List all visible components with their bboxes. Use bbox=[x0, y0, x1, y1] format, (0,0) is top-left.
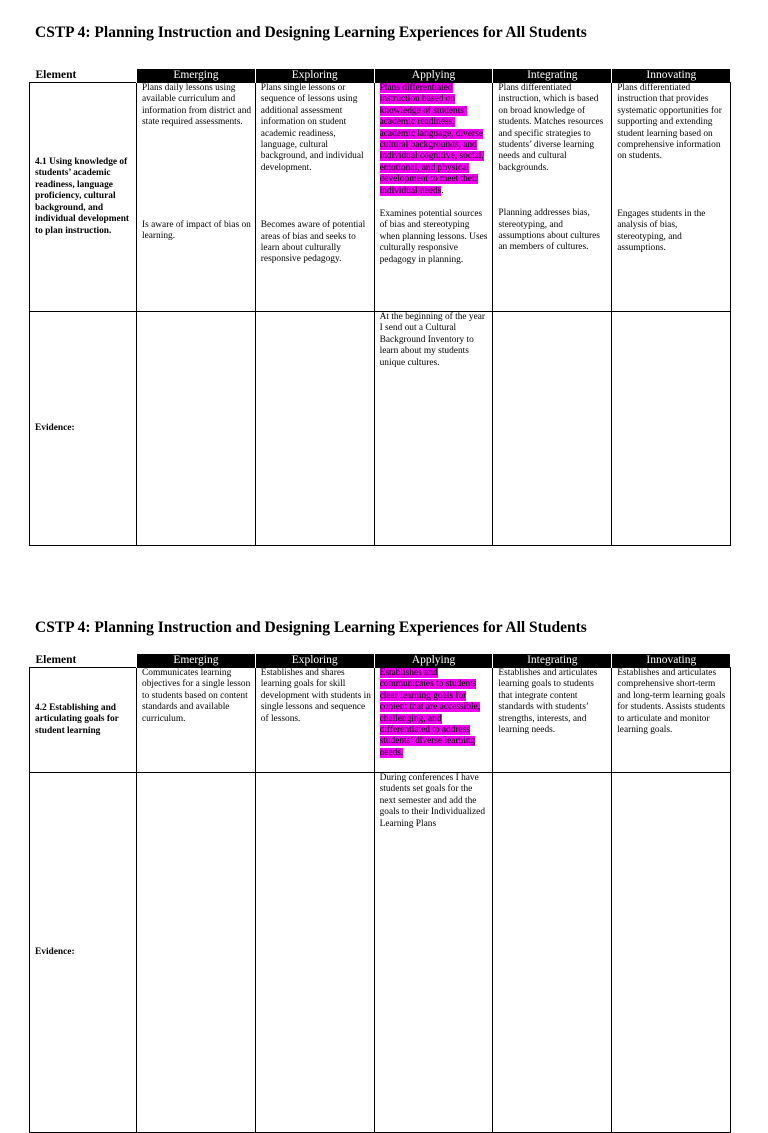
evidence-exploring bbox=[255, 773, 374, 1133]
evidence-emerging bbox=[137, 312, 256, 546]
evidence-integrating bbox=[493, 312, 612, 546]
col-exploring: Exploring bbox=[255, 69, 374, 83]
element-label: 4.1 Using knowledge of students’ academic readiness, language proficiency, cultural background, and individual development to plan instruction. bbox=[30, 83, 137, 312]
col-integrating: Integrating bbox=[493, 654, 612, 668]
element-header: Element bbox=[30, 654, 137, 668]
col-innovating: Innovating bbox=[612, 69, 731, 83]
col-integrating: Integrating bbox=[493, 69, 612, 83]
evidence-label: Evidence: bbox=[30, 773, 137, 1133]
evidence-applying: During conferences I have students set goals for the next semester and add the goals to their Individualized Learning Plans bbox=[374, 773, 493, 1133]
cell-exploring: Plans single lessons or sequence of lessons using additional assessment information on student academic readiness, language, cultural background, and individual development. Becomes aware of potential areas of bias and seeks to learn about culturally responsive pedagogy. bbox=[255, 83, 374, 312]
cell-emerging: Plans daily lessons using available curriculum and information from district and state required assessments. Is aware of impact of bias on learning. bbox=[137, 83, 256, 312]
cstp-4-1-table bbox=[29, 69, 731, 546]
evidence-innovating bbox=[612, 773, 731, 1133]
highlighted-text: Plans differentiated instruction based on knowledge of students’ academic readiness, academic language, diverse cultural backgrounds, and individual cognitive, social, emotional, and physical development to meet their individual needs bbox=[379, 83, 484, 196]
evidence-emerging bbox=[137, 773, 256, 1133]
section-2-title: CSTP 4: Planning Instruction and Designing Learning Experiences for All Students bbox=[35, 619, 587, 636]
element-row bbox=[30, 668, 731, 773]
cstp-4-2-table bbox=[29, 654, 731, 1133]
col-emerging: Emerging bbox=[137, 69, 256, 83]
evidence-innovating bbox=[612, 312, 731, 546]
highlighted-text: Establishes and communicates to students clear learning goals for content that are accessible, challenging, and differentiated to address students’ diverse learning needs. bbox=[379, 668, 481, 758]
section-1-title: CSTP 4: Planning Instruction and Designing Learning Experiences for All Students bbox=[35, 24, 587, 41]
evidence-label: Evidence: bbox=[30, 312, 137, 546]
evidence-integrating bbox=[493, 773, 612, 1133]
header-row bbox=[30, 654, 731, 668]
col-applying: Applying bbox=[374, 654, 493, 668]
evidence-row bbox=[30, 773, 731, 1133]
cell-integrating: Plans differentiated instruction, which is based on broad knowledge of students. Matches resources and specific strategies to students’ diverse learning needs and cultural backgrounds. Planning addresses bias, stereotyping, and assumptions about cultures an members of cultures. bbox=[493, 83, 612, 312]
cell-applying bbox=[374, 668, 493, 773]
cell-integrating: Establishes and articulates learning goals to students that integrate content standards with students’ strengths, interests, and learning needs. bbox=[493, 668, 612, 773]
element-label: 4.2 Establishing and articulating goals for student learning bbox=[30, 668, 137, 773]
col-exploring: Exploring bbox=[255, 654, 374, 668]
evidence-applying: At the beginning of the year I send out a Cultural Background Inventory to learn about my students unique cultures. bbox=[374, 312, 493, 546]
element-row bbox=[30, 83, 731, 312]
header-row bbox=[30, 69, 731, 83]
col-applying: Applying bbox=[374, 69, 493, 83]
evidence-exploring bbox=[255, 312, 374, 546]
element-header: Element bbox=[30, 69, 137, 83]
cell-emerging: Communicates learning objectives for a single lesson to students based on content standards and available curriculum. bbox=[137, 668, 256, 773]
col-innovating: Innovating bbox=[612, 654, 731, 668]
cell-exploring: Establishes and shares learning goals for skill development with students in single lessons and sequence of lessons. bbox=[255, 668, 374, 773]
cell-innovating: Plans differentiated instruction that provides systematic opportunities for supporting and extending student learning based on comprehensive information on students. Engages students in the analysis of bias, stereotyping, and assumptions. bbox=[612, 83, 731, 312]
cell-innovating: Establishes and articulates comprehensive short-term and long-term learning goals for students. Assists students to articulate and monitor learning goals. bbox=[612, 668, 731, 773]
cell-applying: Plans differentiated instruction based on knowledge of students’ academic readiness, academic language, diverse cultural backgrounds, and individual cognitive, social, emotional, and physical development to meet their individual needs. Examines potential sources of bias and stereotyping when planning lessons. Uses culturally responsive pedagogy in planning. bbox=[374, 83, 493, 312]
col-emerging: Emerging bbox=[137, 654, 256, 668]
evidence-row bbox=[30, 312, 731, 546]
